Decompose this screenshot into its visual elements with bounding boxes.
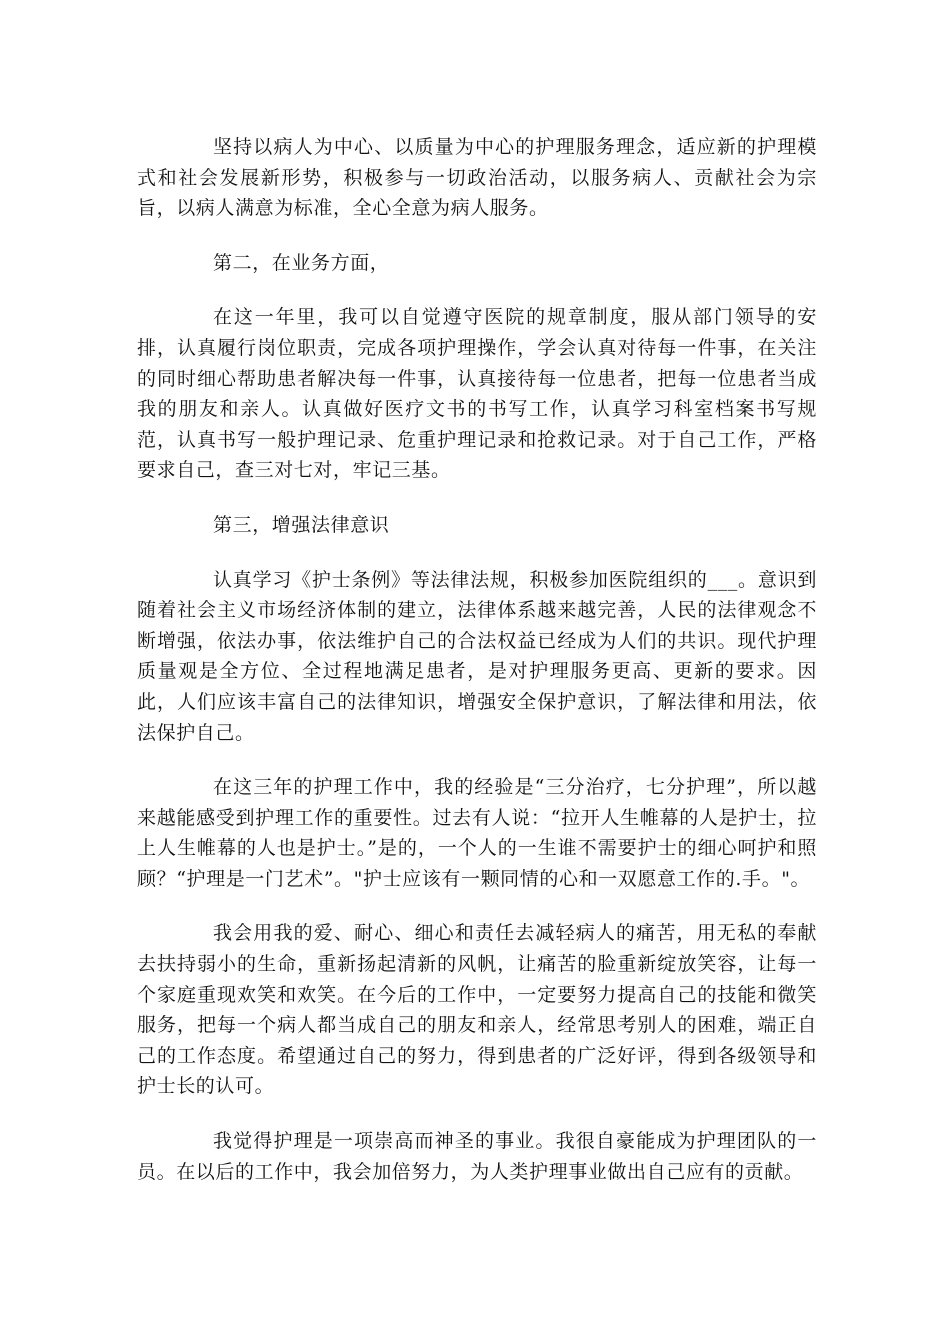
paragraph-experience: 在这三年的护理工作中，我的经验是“三分治疗，七分护理”，所以越来越能感受到护理工作的重要性。过去有人说：“拉开人生帷幕的人是护士，拉上人生帷幕的人也是护士。”是的，一个人的一生谁不需要护士的细心呵护和照顾？“护理是一门艺术”。"护士应该有一颗同情的心和一双愿意工作的.手。"。: [137, 776, 817, 890]
document-body: [137, 132, 817, 1211]
section-heading-law: 第三，增强法律意识: [213, 513, 390, 536]
paragraph-law: 认真学习《护士条例》等法律法规，积极参加医院组织的___。意识到随着社会主义市场经济体制的建立，法律体系越来越完善，人民的法律观念不断增强，依法办事，依法维护自己的合法权益已经成为人们的共识。现代护理质量观是全方位、全过程地满足患者，是对护理服务更高、更新的要求。因此，人们应该丰富自己的法律知识，增强安全保护意识，了解法律和用法，依法保护自己。: [137, 568, 817, 744]
section-heading-business: 第二，在业务方面，: [213, 251, 390, 274]
paragraph-commitment: 我会用我的爱、耐心、细心和责任去减轻病人的痛苦，用无私的奉献去扶持弱小的生命，重新扬起清新的风帆，让痛苦的脸重新绽放笑容，让每一个家庭重现欢笑和欢笑。在今后的工作中，一定要努力提高自己的技能和微笑服务，把每一个病人都当成自己的朋友和亲人，经常思考别人的困难，端正自己的工作态度。希望通过自己的努力，得到患者的广泛好评，得到各级领导和护士长的认可。: [137, 922, 817, 1098]
paragraph-political: 坚持以病人为中心、以质量为中心的护理服务理念，适应新的护理模式和社会发展新形势，积极参与一切政治活动，以服务病人、贡献社会为宗旨，以病人满意为标准，全心全意为病人服务。: [137, 136, 817, 220]
paragraph-conclusion: 我觉得护理是一项崇高而神圣的事业。我很自豪能成为护理团队的一员。在以后的工作中，我会加倍努力，为人类护理事业做出自己应有的贡献。: [137, 1130, 817, 1183]
paragraph-business: 在这一年里，我可以自觉遵守医院的规章制度，服从部门领导的安排，认真履行岗位职责，完成各项护理操作，学会认真对待每一件事，在关注的同时细心帮助患者解决每一件事，认真接待每一位患者，把每一位患者当成我的朋友和亲人。认真做好医疗文书的书写工作，认真学习科室档案书写规范，认真书写一般护理记录、危重护理记录和抢救记录。对于自己工作，严格要求自己，查三对七对，牢记三基。: [137, 306, 817, 482]
